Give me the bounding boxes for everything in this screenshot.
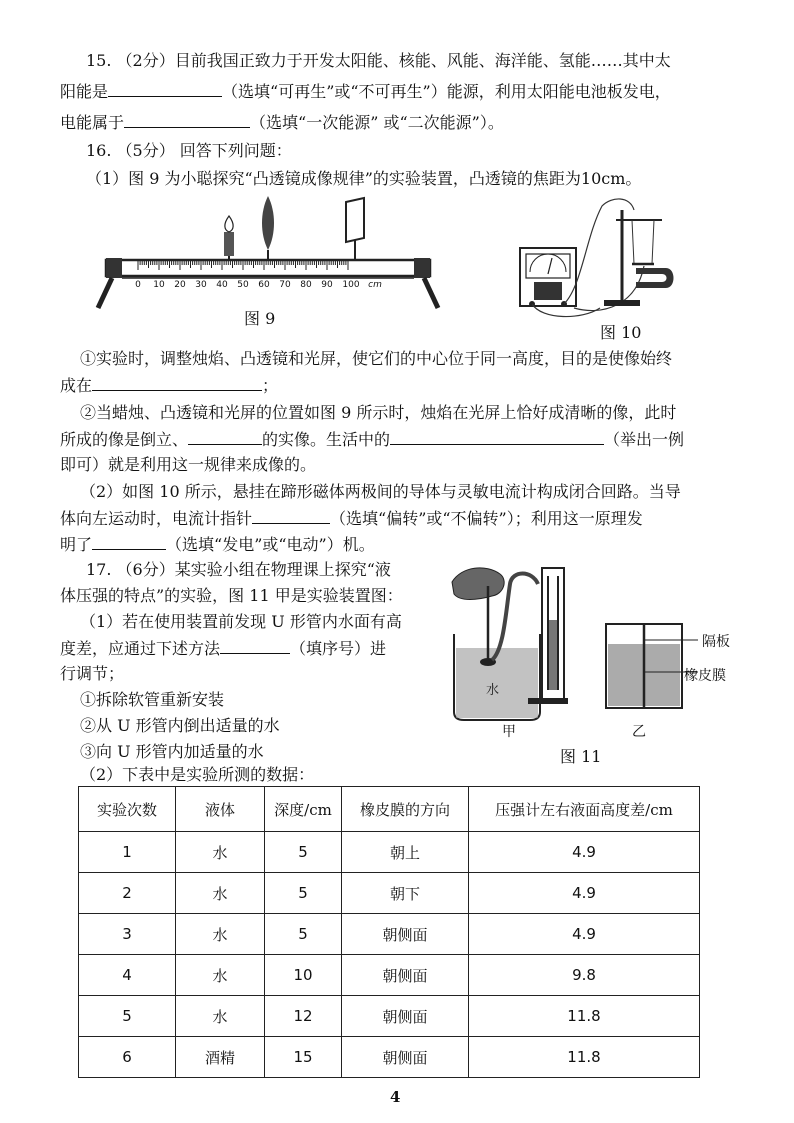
tick-label-100: 100 — [342, 280, 360, 290]
table-cell: 12 — [265, 996, 342, 1037]
data-table — [78, 786, 700, 1078]
table-cell: 水 — [176, 955, 265, 996]
q15-line2-text-b: （选填“可再生”或“不可再生”）能源，利用太阳能电池板发电， — [222, 82, 671, 101]
figure-10-caption: 图 10 — [600, 323, 642, 342]
q16-step1-line2 — [60, 374, 278, 397]
q15-line1: 15. （2分）目前我国正致力于开发太阳能、核能、风能、海洋能、氢能……其中太 — [86, 51, 671, 70]
tick-label-unit: cm — [368, 280, 382, 290]
q16-part2-text-c: 明了 — [60, 535, 93, 554]
table-header-row — [79, 787, 700, 832]
table-cell: 朝侧面 — [342, 914, 469, 955]
q16-part2-text-d: （选填“发电”或“电动”）机。 — [166, 535, 375, 554]
q15-line2-text-a: 阳能是 — [60, 82, 109, 101]
label-rubber-membrane: 橡皮膜 — [684, 668, 726, 684]
q17-option-3: ③向 U 形管内加适量的水 — [80, 742, 264, 761]
light-screen-icon — [346, 198, 364, 260]
q16-step2-text-c: （举出一例 — [604, 430, 685, 449]
table-cell: 3 — [79, 914, 176, 955]
q16-part2-text-b: （选填“偏转”或“不偏转”）；利用这一原理发 — [330, 509, 643, 528]
table-cell: 酒精 — [176, 1037, 265, 1078]
q15-blank-1[interactable] — [108, 80, 222, 97]
table-cell: 水 — [176, 996, 265, 1037]
q16-step2-text-a: 所成的像是倒立、 — [60, 430, 189, 449]
table-row — [79, 832, 700, 873]
q17-blank-1[interactable] — [220, 637, 290, 654]
tick-label-90: 90 — [321, 280, 333, 290]
table-cell: 10 — [265, 955, 342, 996]
table-cell: 朝侧面 — [342, 1037, 469, 1078]
q17-line2: 体压强的特点”的实验，图 11 甲是实验装置图： — [60, 586, 403, 605]
table-cell: 5 — [265, 832, 342, 873]
q16-step1-end: ； — [262, 376, 279, 395]
table-header: 液体 — [176, 787, 265, 832]
table-header: 深度/cm — [265, 787, 342, 832]
q15-line3-text-a: 电能属于 — [60, 113, 125, 132]
q16-part2-line2 — [60, 507, 643, 530]
horseshoe-magnet-icon — [636, 268, 674, 288]
q17-line4-text-b: （填序号）进 — [290, 639, 387, 658]
table-cell: 2 — [79, 873, 176, 914]
q17-option-2: ②从 U 形管内倒出适量的水 — [80, 716, 280, 735]
q17-line3: （1）若在使用装置前发现 U 形管内水面有高 — [80, 612, 402, 631]
q16-part2-text-a: 体向左运动时，电流计指针 — [60, 509, 253, 528]
label-partition: 隔板 — [702, 634, 730, 650]
beaker-icon — [454, 634, 540, 720]
q16-blank-5[interactable] — [92, 533, 166, 550]
table-row — [79, 873, 700, 914]
candle-icon — [224, 216, 234, 260]
tick-label-70: 70 — [279, 280, 291, 290]
tick-label-0: 0 — [135, 280, 141, 290]
figure-11-caption: 图 11 — [560, 747, 602, 766]
q16-blank-3[interactable] — [390, 428, 604, 445]
table-cell: 朝侧面 — [342, 996, 469, 1037]
partition-container-icon — [606, 624, 698, 708]
table-cell: 5 — [265, 873, 342, 914]
table-header: 橡皮膜的方向 — [342, 787, 469, 832]
table-cell: 9.8 — [469, 955, 700, 996]
table-cell: 5 — [79, 996, 176, 1037]
q16-heading: 16. （5分） 回答下列问题： — [86, 141, 292, 160]
figure-11-pressure-gauge — [448, 560, 748, 740]
table-cell: 6 — [79, 1037, 176, 1078]
q15-line2 — [60, 80, 671, 103]
tick-label-30: 30 — [195, 280, 207, 290]
convex-lens-icon — [262, 196, 274, 260]
q16-step2-line2 — [60, 428, 684, 451]
q16-part2-line1: （2）如图 10 所示，悬挂在蹄形磁体两极间的导体与灵敏电流计构成闭合回路。当导 — [80, 482, 681, 501]
q16-part1: （1）图 9 为小聪探究“凸透镜成像规律”的实验装置，凸透镜的焦距为10cm。 — [86, 169, 642, 188]
q15-blank-2[interactable] — [124, 111, 250, 128]
table-cell: 4.9 — [469, 832, 700, 873]
hand-icon — [452, 568, 504, 600]
scale-tick-labels — [135, 280, 382, 290]
table-row — [79, 1037, 700, 1078]
label-yi: 乙 — [632, 724, 646, 740]
figure-9-caption: 图 9 — [244, 309, 276, 328]
figure-10-galvanometer-setup — [512, 196, 684, 320]
table-cell: 水 — [176, 914, 265, 955]
table-cell: 15 — [265, 1037, 342, 1078]
table-cell: 11.8 — [469, 1037, 700, 1078]
q17-line5: 行调节； — [60, 664, 125, 683]
q16-blank-1[interactable] — [92, 374, 262, 391]
table-cell: 朝侧面 — [342, 955, 469, 996]
table-cell: 1 — [79, 832, 176, 873]
table-row — [79, 955, 700, 996]
tick-label-50: 50 — [237, 280, 249, 290]
table-cell: 水 — [176, 873, 265, 914]
table-row — [79, 914, 700, 955]
figure-9-optical-bench — [92, 192, 442, 312]
q16-part2-line3 — [60, 533, 375, 556]
table-cell: 4.9 — [469, 873, 700, 914]
q16-blank-2[interactable] — [188, 428, 262, 445]
q17-line4 — [60, 637, 386, 660]
q16-step2-line3: 即可）就是利用这一规律来成像的。 — [60, 455, 317, 474]
tick-label-10: 10 — [153, 280, 165, 290]
table-row — [79, 996, 700, 1037]
beaker-water-label: 水 — [486, 683, 500, 698]
q17-line1: 17. （6分）某实验小组在物理课上探究“液 — [86, 560, 391, 579]
table-cell: 11.8 — [469, 996, 700, 1037]
table-cell: 朝上 — [342, 832, 469, 873]
q15-line3-text-b: （选填“一次能源” 或“二次能源”）。 — [250, 113, 504, 132]
q17-option-1: ①拆除软管重新安装 — [80, 690, 225, 709]
q16-step1-line1: ①实验时，调整烛焰、凸透镜和光屏，使它们的中心位于同一高度，目的是使像始终 — [80, 349, 673, 368]
table-header: 压强计左右液面高度差/cm — [469, 787, 700, 832]
tick-label-20: 20 — [174, 280, 186, 290]
q16-step2-text-b: 的实像。生活中的 — [262, 430, 391, 449]
tick-label-60: 60 — [258, 280, 270, 290]
q17-line6: （2）下表中是实验所测的数据： — [80, 765, 315, 784]
tick-label-80: 80 — [300, 280, 312, 290]
galvanometer-icon — [520, 248, 576, 307]
table-cell: 水 — [176, 832, 265, 873]
table-cell: 朝下 — [342, 873, 469, 914]
table-cell: 4 — [79, 955, 176, 996]
table-cell: 5 — [265, 914, 342, 955]
page-number: 4 — [390, 1088, 401, 1106]
q17-line4-text-a: 度差，应通过下述方法 — [60, 639, 221, 658]
q16-blank-4[interactable] — [252, 507, 330, 524]
table-cell: 4.9 — [469, 914, 700, 955]
table-header: 实验次数 — [79, 787, 176, 832]
q16-step1-text: 成在 — [60, 376, 93, 395]
q15-line3 — [60, 111, 504, 134]
q16-step2-line1: ②当蜡烛、凸透镜和光屏的位置如图 9 所示时，烛焰在光屏上恰好成清晰的像，此时 — [80, 403, 677, 422]
label-jia: 甲 — [502, 724, 516, 740]
tick-label-40: 40 — [216, 280, 228, 290]
